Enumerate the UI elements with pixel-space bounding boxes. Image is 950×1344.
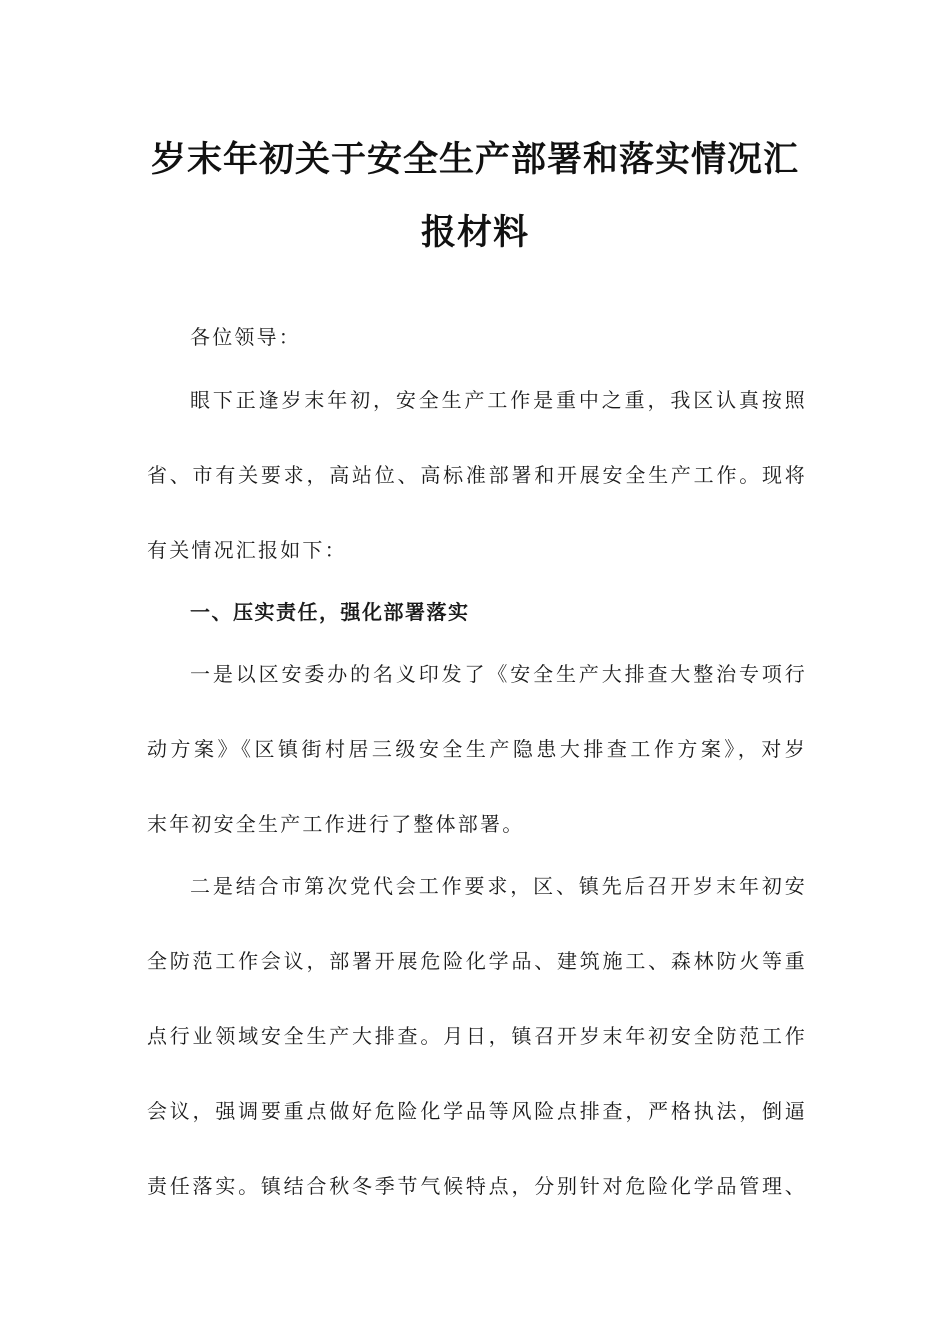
document-title-line-1: 岁末年初关于安全生产部署和落实情况汇	[150, 140, 799, 180]
intro-line-3: 有关情况汇报如下：	[147, 538, 347, 562]
para-2-line-1: 二是结合市第次党代会工作要求，区、镇先后召开岁末年初安	[190, 874, 807, 898]
para-2-line-4: 会议，强调要重点做好危险化学品等风险点排查，严格执法，倒逼	[147, 1099, 807, 1123]
intro-line-1: 眼下正逢岁末年初，安全生产工作是重中之重，我区认真按照	[190, 388, 807, 412]
document-title-line-2: 报材料	[420, 213, 529, 253]
para-2-line-3: 点行业领域安全生产大排查。月日，镇召开岁末年初安全防范工作	[147, 1024, 807, 1048]
salutation: 各位领导：	[190, 325, 301, 349]
intro-line-2: 省、市有关要求，高站位、高标准部署和开展安全生产工作。现将	[147, 463, 807, 487]
para-1-line-2: 动方案》《区镇街村居三级安全生产隐患大排查工作方案》，对岁	[147, 737, 807, 761]
section-1-heading: 一、压实责任，强化部署落实	[190, 600, 470, 624]
para-2-line-2: 全防范工作会议，部署开展危险化学品、建筑施工、森林防火等重	[147, 949, 807, 973]
para-1-line-3: 末年初安全生产工作进行了整体部署。	[147, 812, 525, 836]
para-1-line-1: 一是以区安委办的名义印发了《安全生产大排查大整治专项行	[190, 662, 807, 686]
para-2-line-5: 责任落实。镇结合秋冬季节气候特点，分别针对危险化学品管理、	[147, 1174, 807, 1198]
